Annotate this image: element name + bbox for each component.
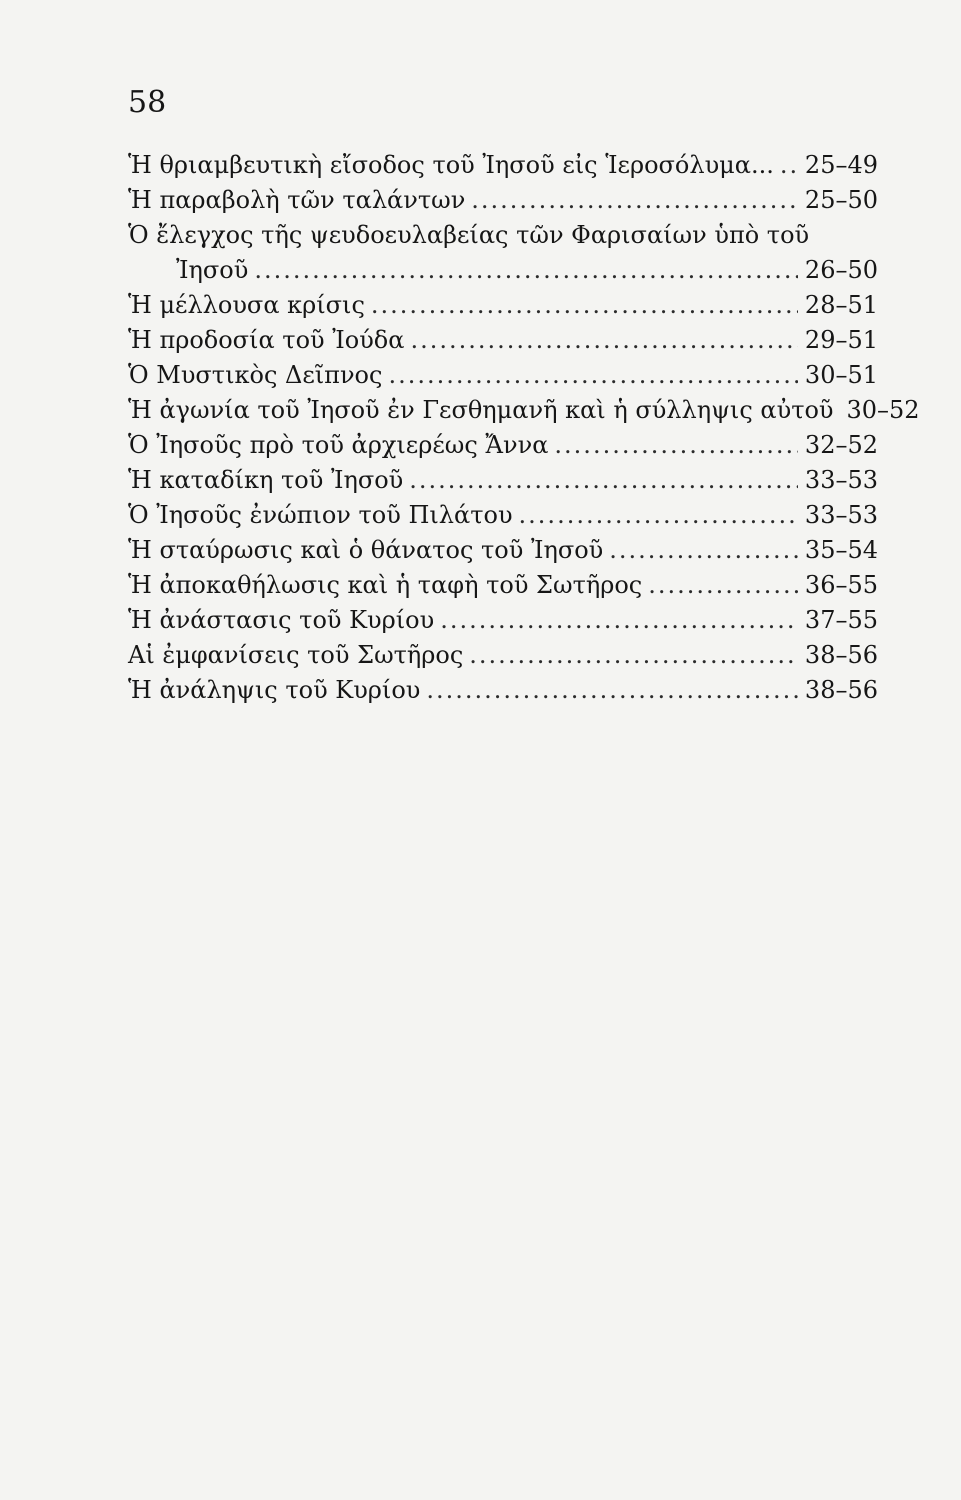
dot-leader — [471, 183, 798, 218]
toc-entry-title: Ἡ ἀνάληψις τοῦ Κυρίου — [128, 676, 421, 704]
toc-entry-pages: 38–56 — [804, 676, 878, 704]
toc-entry-pages: 30–51 — [804, 361, 878, 389]
dot-leader — [409, 463, 798, 498]
dot-leader — [648, 568, 798, 603]
toc-entry-title: Ἡ καταδίκη τοῦ Ἰησοῦ — [128, 466, 404, 494]
toc-entry — [128, 673, 878, 708]
toc-entry-title: Ἡ ἀγωνία τοῦ Ἰησοῦ ἐν Γεσθημανῆ καὶ ἡ σύλληψις αὐτοῦ — [128, 396, 834, 424]
toc-entry-title: Ὁ ἔλεγχος τῆς ψευδοευλαβείας τῶν Φαρισαίων ὑπὸ τοῦ — [128, 221, 810, 249]
toc-entry-title: Ἡ μέλλουσα κρίσις — [128, 291, 365, 319]
dot-leader — [469, 638, 798, 673]
dot-leader — [410, 323, 798, 358]
toc-entry-pages: 30–52 — [846, 396, 920, 424]
toc-entry-title: Ὁ Ἰησοῦς ἐνώπιον τοῦ Πιλάτου — [128, 501, 513, 529]
toc-entry-title: Ἡ θριαμβευτικὴ εἴσοδος τοῦ Ἰησοῦ εἰς Ἱεροσόλυμα... — [128, 151, 774, 179]
toc-entry — [128, 533, 878, 568]
dot-leader — [254, 253, 798, 288]
toc-entry-pages: 29–51 — [804, 326, 878, 354]
dot-leader — [388, 358, 798, 393]
dot-leader — [426, 673, 798, 708]
toc-entry-pages: 37–55 — [804, 606, 878, 634]
toc-entry-pages: 26–50 — [804, 256, 878, 284]
toc-entry-title: Ἡ ἀνάστασις τοῦ Κυρίου — [128, 606, 435, 634]
toc-entry-title: Ὁ Ἰησοῦς πρὸ τοῦ ἀρχιερέως Ἄννα — [128, 431, 549, 459]
toc-entry-pages: 32–52 — [804, 431, 878, 459]
toc-entry — [128, 323, 878, 358]
toc-entry — [128, 463, 878, 498]
toc-entry — [128, 393, 920, 428]
toc-entry-pages: 25–49 — [804, 151, 878, 179]
toc-entry-pages: 38–56 — [804, 641, 878, 669]
toc-entry — [128, 218, 878, 253]
dot-leader — [519, 498, 798, 533]
toc-entry — [128, 288, 878, 323]
dot-leader — [554, 428, 798, 463]
toc-entry — [128, 148, 878, 183]
toc-entry-pages: 36–55 — [804, 571, 878, 599]
toc-entry-title: Ἡ ἀποκαθήλωσις καὶ ἡ ταφὴ τοῦ Σωτῆρος — [128, 571, 643, 599]
toc-entry — [128, 498, 878, 533]
toc-entry-pages: 28–51 — [804, 291, 878, 319]
toc-entry — [128, 358, 878, 393]
toc-entry — [128, 428, 878, 463]
toc-entry — [128, 568, 878, 603]
toc-entry-title-continuation: Ἰησοῦ — [176, 256, 249, 284]
dot-leader — [780, 148, 798, 183]
dot-leader — [371, 288, 798, 323]
dot-leader — [609, 533, 798, 568]
toc-entry — [128, 183, 878, 218]
toc-entry-pages: 33–53 — [804, 466, 878, 494]
toc-entry-title: Αἱ ἐμφανίσεις τοῦ Σωτῆρος — [128, 641, 464, 669]
toc-entry-pages: 35–54 — [804, 536, 878, 564]
toc-entry — [128, 638, 878, 673]
toc-entry-title: Ἡ σταύρωσις καὶ ὁ θάνατος τοῦ Ἰησοῦ — [128, 536, 604, 564]
toc-entry-title: Ὁ Μυστικὸς Δεῖπνος — [128, 361, 383, 389]
dot-leader — [440, 603, 798, 638]
toc-entry — [128, 603, 878, 638]
toc-entry-pages: 25–50 — [804, 186, 878, 214]
page-number: 58 — [128, 85, 167, 120]
toc-entry-title: Ἡ παραβολὴ τῶν ταλάντων — [128, 186, 466, 214]
toc-entry-title: Ἡ προδοσία τοῦ Ἰούδα — [128, 326, 405, 354]
toc-entry-pages: 33–53 — [804, 501, 878, 529]
toc-entry-continuation — [128, 253, 878, 288]
table-of-contents — [128, 148, 920, 708]
